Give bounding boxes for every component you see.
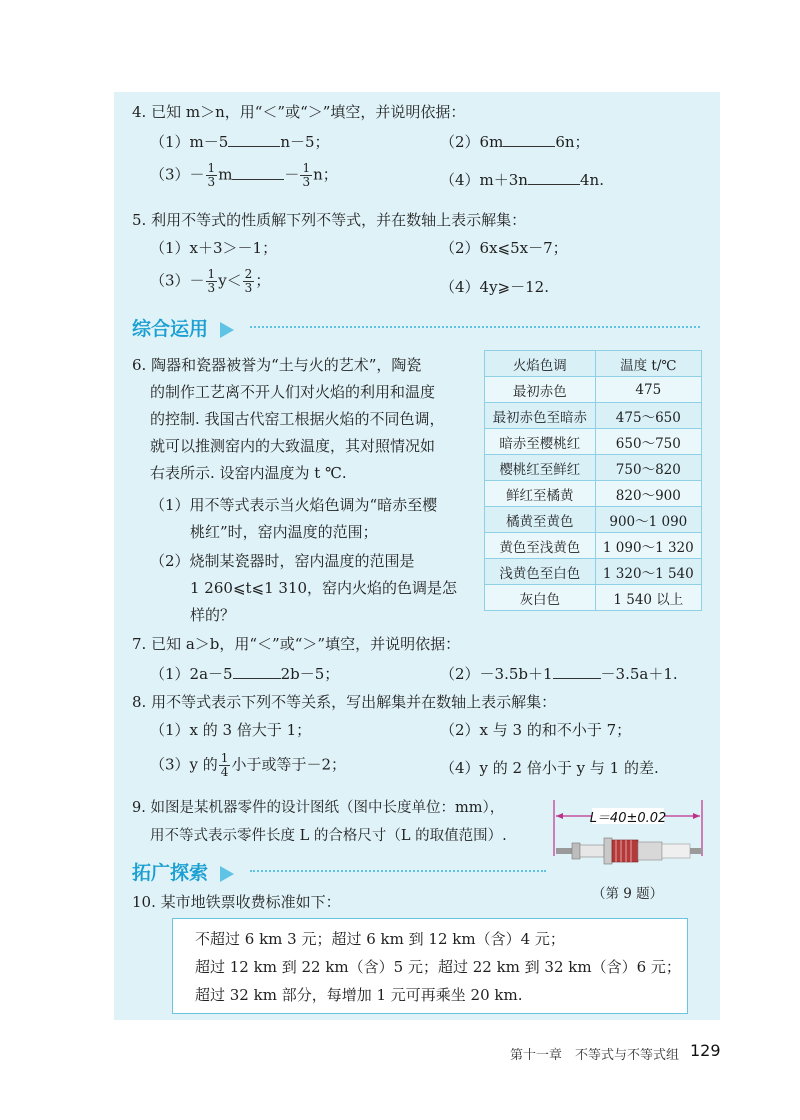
fraction-denominator: 3 bbox=[244, 281, 253, 295]
table-row bbox=[485, 481, 702, 507]
fraction bbox=[300, 162, 312, 189]
q4-part1-left: （1）m－5 bbox=[150, 133, 229, 151]
q4-part4-left: （4）m＋3n bbox=[440, 171, 528, 189]
fraction-numerator: 2 bbox=[244, 267, 253, 281]
table-row bbox=[485, 559, 702, 585]
q5-part3-mid: y＜ bbox=[218, 271, 242, 290]
fraction-numerator: 1 bbox=[302, 161, 311, 175]
table-row bbox=[485, 507, 702, 533]
section-divider bbox=[250, 870, 546, 872]
q6-sub2-line: 1 260⩽t⩽1 310，窑内火焰的色调是怎 bbox=[190, 579, 458, 597]
table-cell: 1 540 以上 bbox=[595, 585, 701, 611]
fraction bbox=[219, 752, 231, 779]
table-cell: 900～1 090 bbox=[595, 507, 701, 533]
table-cell: 475 bbox=[595, 377, 701, 403]
q6-sub2 bbox=[150, 548, 457, 629]
q7-stem: 7. 已知 a＞b，用“＜”或“＞”填空，并说明依据： bbox=[132, 635, 461, 653]
fare-rules-box bbox=[172, 918, 688, 1014]
fraction-denominator: 4 bbox=[220, 765, 229, 779]
q6-line: 就可以推测窑内的大致温度，其对照情况如 bbox=[150, 437, 436, 455]
column-header: 火焰色调 bbox=[485, 351, 596, 377]
fare-rule-line: 超过 32 km 部分，每增加 1 元可再乘坐 20 km. bbox=[195, 986, 523, 1004]
table-cell: 750～820 bbox=[595, 455, 701, 481]
answer-blank[interactable] bbox=[232, 165, 284, 180]
q9-line1: 9. 如图是某机器零件的设计图纸（图中长度单位：mm）， bbox=[132, 800, 505, 816]
q7-part1 bbox=[150, 664, 339, 684]
q5-part3-end: ； bbox=[255, 271, 271, 290]
table-cell: 1 320～1 540 bbox=[595, 559, 701, 585]
fraction-numerator: 1 bbox=[207, 267, 216, 281]
q4-part1-right: n－5； bbox=[280, 133, 330, 151]
fraction-numerator: 1 bbox=[207, 161, 216, 175]
q4-part2 bbox=[440, 132, 590, 152]
q6-intro bbox=[132, 352, 445, 487]
q5-part4: （4）4y⩾－12. bbox=[440, 278, 549, 296]
fare-rule-line: 超过 12 km 到 22 km（含）5 元；超过 22 km 到 32 km（含）6 元； bbox=[195, 958, 681, 976]
fraction-denominator: 3 bbox=[302, 175, 311, 189]
figure-caption: （第 9 题） bbox=[592, 886, 664, 902]
q10-stem: 10. 某市地铁票收费标准如下： bbox=[132, 893, 341, 911]
flame-temperature-table bbox=[484, 350, 702, 611]
q8-stem: 8. 用不等式表示下列不等关系，写出解集并在数轴上表示解集： bbox=[132, 693, 557, 711]
table-cell: 橘黄至黄色 bbox=[485, 507, 596, 533]
q5-part1: （1）x＋3＞－1； bbox=[150, 239, 278, 257]
q6-line: 6. 陶器和瓷器被誉为“土与火的艺术”，陶瓷 bbox=[132, 356, 422, 374]
q8-part3 bbox=[150, 752, 346, 779]
q6-line: 右表所示. 设窑内温度为 t ℃. bbox=[150, 464, 347, 482]
q4-part3-minus: － bbox=[284, 165, 300, 184]
section-heading-comprehensive bbox=[132, 314, 234, 341]
q6-sub2-line: 样的？ bbox=[190, 606, 236, 624]
q4-part1 bbox=[150, 132, 330, 152]
play-arrow-icon bbox=[220, 322, 234, 338]
table-cell: 最初赤色 bbox=[485, 377, 596, 403]
q7-part2 bbox=[440, 664, 678, 684]
table-cell: 暗赤至樱桃红 bbox=[485, 429, 596, 455]
answer-blank[interactable] bbox=[553, 664, 601, 679]
play-arrow-icon bbox=[220, 866, 234, 882]
q7-part2-left: （2）－3.5b＋1 bbox=[440, 665, 553, 683]
q4-part3-var: m bbox=[218, 165, 233, 184]
section-heading-extension bbox=[132, 858, 234, 885]
q8-part3-left: （3）y 的 bbox=[150, 755, 218, 774]
table-cell: 475～650 bbox=[595, 403, 701, 429]
q6-sub1 bbox=[150, 492, 437, 546]
answer-blank[interactable] bbox=[528, 170, 580, 185]
q6-line: 的制作工艺离不开人们对火焰的利用和温度 bbox=[150, 383, 436, 401]
q4-part4 bbox=[440, 170, 604, 190]
page-number: 129 bbox=[690, 1041, 721, 1060]
section-title: 拓广探索 bbox=[132, 862, 209, 884]
q4-part2-left: （2）6m bbox=[440, 133, 504, 151]
table-header-row bbox=[485, 351, 702, 377]
fraction bbox=[206, 268, 218, 295]
table-cell: 浅黄色至白色 bbox=[485, 559, 596, 585]
table-cell: 黄色至浅黄色 bbox=[485, 533, 596, 559]
section-divider bbox=[250, 326, 700, 328]
q7-part1-right: 2b－5； bbox=[280, 665, 340, 683]
spark-plug-figure bbox=[552, 796, 704, 878]
q6-sub2-line: （2）烧制某瓷器时，窑内温度的范围是 bbox=[150, 552, 415, 570]
fraction bbox=[206, 162, 218, 189]
q4-part3-right: n； bbox=[313, 165, 338, 184]
table-cell: 650～750 bbox=[595, 429, 701, 455]
q6-line: 的控制. 我国古代窑工根据火焰的不同色调， bbox=[150, 410, 445, 428]
q7-part1-left: （1）2a－5 bbox=[150, 665, 233, 683]
table-row bbox=[485, 377, 702, 403]
answer-blank[interactable] bbox=[233, 664, 281, 679]
q5-part3 bbox=[150, 268, 270, 295]
chapter-footer: 第十一章 不等式与不等式组 bbox=[510, 1048, 680, 1063]
q5-part3-label: （3）－ bbox=[150, 271, 205, 290]
table-cell: 樱桃红至鲜红 bbox=[485, 455, 596, 481]
q4-stem: 4. 已知 m＞n，用“＜”或“＞”填空，并说明依据： bbox=[132, 103, 466, 121]
table-cell: 820～900 bbox=[595, 481, 701, 507]
q4-part2-right: 6n； bbox=[555, 133, 590, 151]
section-title: 综合运用 bbox=[132, 318, 209, 340]
table-cell: 最初赤色至暗赤 bbox=[485, 403, 596, 429]
q8-part1: （1）x 的 3 倍大于 1； bbox=[150, 721, 312, 739]
q4-part3-label: （3）－ bbox=[150, 165, 205, 184]
q8-part2: （2）x 与 3 的和不小于 7； bbox=[440, 721, 632, 739]
table-row bbox=[485, 403, 702, 429]
q6-sub1-line: 桃红”时，窑内温度的范围； bbox=[190, 523, 378, 541]
q9-line2: 用不等式表示零件长度 L 的合格尺寸（L 的取值范围）. bbox=[150, 828, 507, 844]
q6-sub1-line: （1）用不等式表示当火焰色调为“暗赤至樱 bbox=[150, 496, 438, 514]
fraction-denominator: 3 bbox=[207, 175, 216, 189]
table-row bbox=[485, 585, 702, 611]
dimension-label: L＝40±0.02 bbox=[589, 811, 667, 826]
fare-rule-line: 不超过 6 km 3 元；超过 6 km 到 12 km（含）4 元； bbox=[195, 930, 565, 948]
q4-part4-right: 4n. bbox=[579, 171, 604, 189]
q8-part4: （4）y 的 2 倍小于 y 与 1 的差. bbox=[440, 759, 659, 777]
table-row bbox=[485, 429, 702, 455]
table-cell: 1 090～1 320 bbox=[595, 533, 701, 559]
fraction bbox=[243, 268, 255, 295]
answer-blank[interactable] bbox=[228, 132, 280, 147]
fraction-denominator: 3 bbox=[207, 281, 216, 295]
table-row bbox=[485, 533, 702, 559]
q7-part2-right: －3.5a＋1. bbox=[600, 665, 678, 683]
table-cell: 灰白色 bbox=[485, 585, 596, 611]
q5-part2: （2）6x⩽5x－7； bbox=[440, 239, 568, 257]
q8-part3-right: 小于或等于－2； bbox=[231, 755, 346, 774]
column-header: 温度 t/℃ bbox=[595, 351, 701, 377]
table-row bbox=[485, 455, 702, 481]
fraction-numerator: 1 bbox=[220, 751, 229, 765]
q4-part3 bbox=[150, 162, 338, 189]
q5-stem: 5. 利用不等式的性质解下列不等式，并在数轴上表示解集： bbox=[132, 211, 527, 229]
table-cell: 鲜红至橘黄 bbox=[485, 481, 596, 507]
answer-blank[interactable] bbox=[503, 132, 555, 147]
